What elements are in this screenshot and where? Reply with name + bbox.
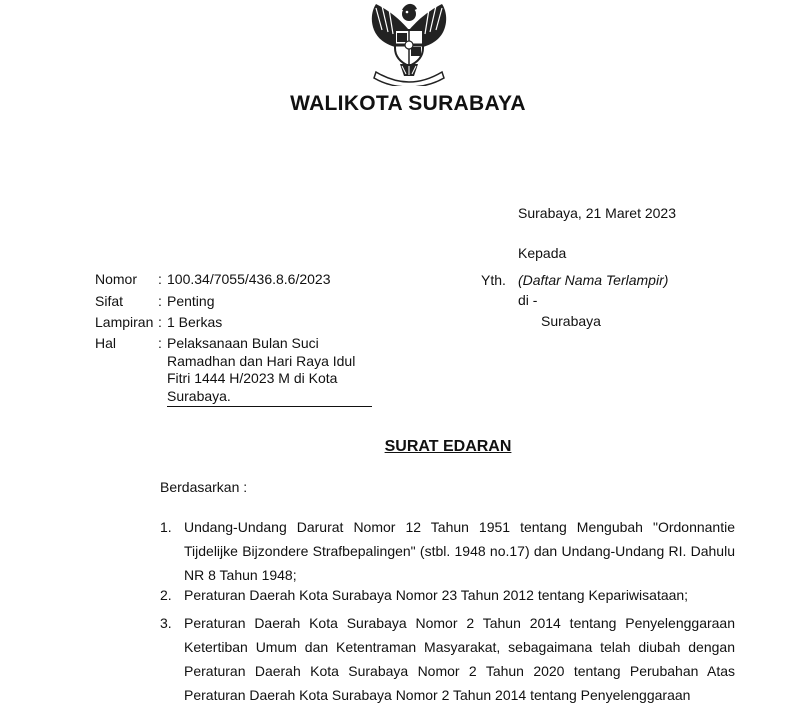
letterhead-title: WALIKOTA SURABAYA — [290, 92, 526, 115]
item-text: Undang-Undang Darurat Nomor 12 Tahun 1951 tentang Mengubah "Ordonnantie Tijdelijke Bijzondere Strafbepalingen" (stbl. 1948 no.17) dan Undang-Undang RI. Dahulu NR 8 Tahun 1948; — [184, 519, 735, 583]
hal-underline — [167, 406, 372, 407]
sifat-value: Penting — [167, 293, 215, 309]
lampiran-label: Lampiran — [95, 314, 154, 330]
recipient-kepada: Kepada — [518, 245, 567, 261]
sifat-colon: : — [158, 293, 162, 309]
lampiran-value: 1 Berkas — [167, 314, 223, 330]
recipient-name: (Daftar Nama Terlampir) — [518, 272, 669, 288]
nomor-colon: : — [158, 271, 162, 287]
intro-text: Berdasarkan : — [160, 479, 248, 495]
item-text: Peraturan Daerah Kota Surabaya Nomor 23 Tahun 2012 tentang Kepariwisataan; — [184, 587, 689, 603]
nomor-value: 100.34/7055/436.8.6/2023 — [167, 271, 331, 287]
recipient-yth: Yth. — [481, 272, 506, 288]
subject-title: SURAT EDARAN — [384, 438, 512, 455]
garuda-emblem — [362, 0, 456, 86]
place-date: Surabaya, 21 Maret 2023 — [518, 205, 676, 221]
nomor-label: Nomor — [95, 271, 138, 287]
recipient-di: di - — [518, 292, 538, 308]
hal-label: Hal — [95, 335, 117, 351]
item-text: Peraturan Daerah Kota Surabaya Nomor 2 Tahun 2014 tentang Penyelenggaraan Ketertiban Umum dan Ketentraman Masyarakat, sebagaimana telah diubah dengan Peraturan Daerah Kota Surabaya Nomor 2 Tahun 2020 tentang Perubahan Atas Peraturan Daerah Kota Surabaya Nomor 2 Tahun 2014 tentang Penyelenggaraan — [184, 615, 735, 703]
sifat-label: Sifat — [95, 293, 124, 309]
item-number: 2. — [160, 587, 172, 603]
hal-colon: : — [158, 335, 162, 351]
lampiran-colon: : — [158, 314, 162, 330]
hal-value: Pelaksanaan Bulan Suci Ramadhan dan Hari Raya Idul Fitri 1444 H/2023 M di Kota Surabaya. — [167, 335, 356, 404]
recipient-city: Surabaya — [541, 313, 601, 329]
item-number: 3. — [160, 615, 172, 631]
item-number: 1. — [160, 519, 172, 535]
